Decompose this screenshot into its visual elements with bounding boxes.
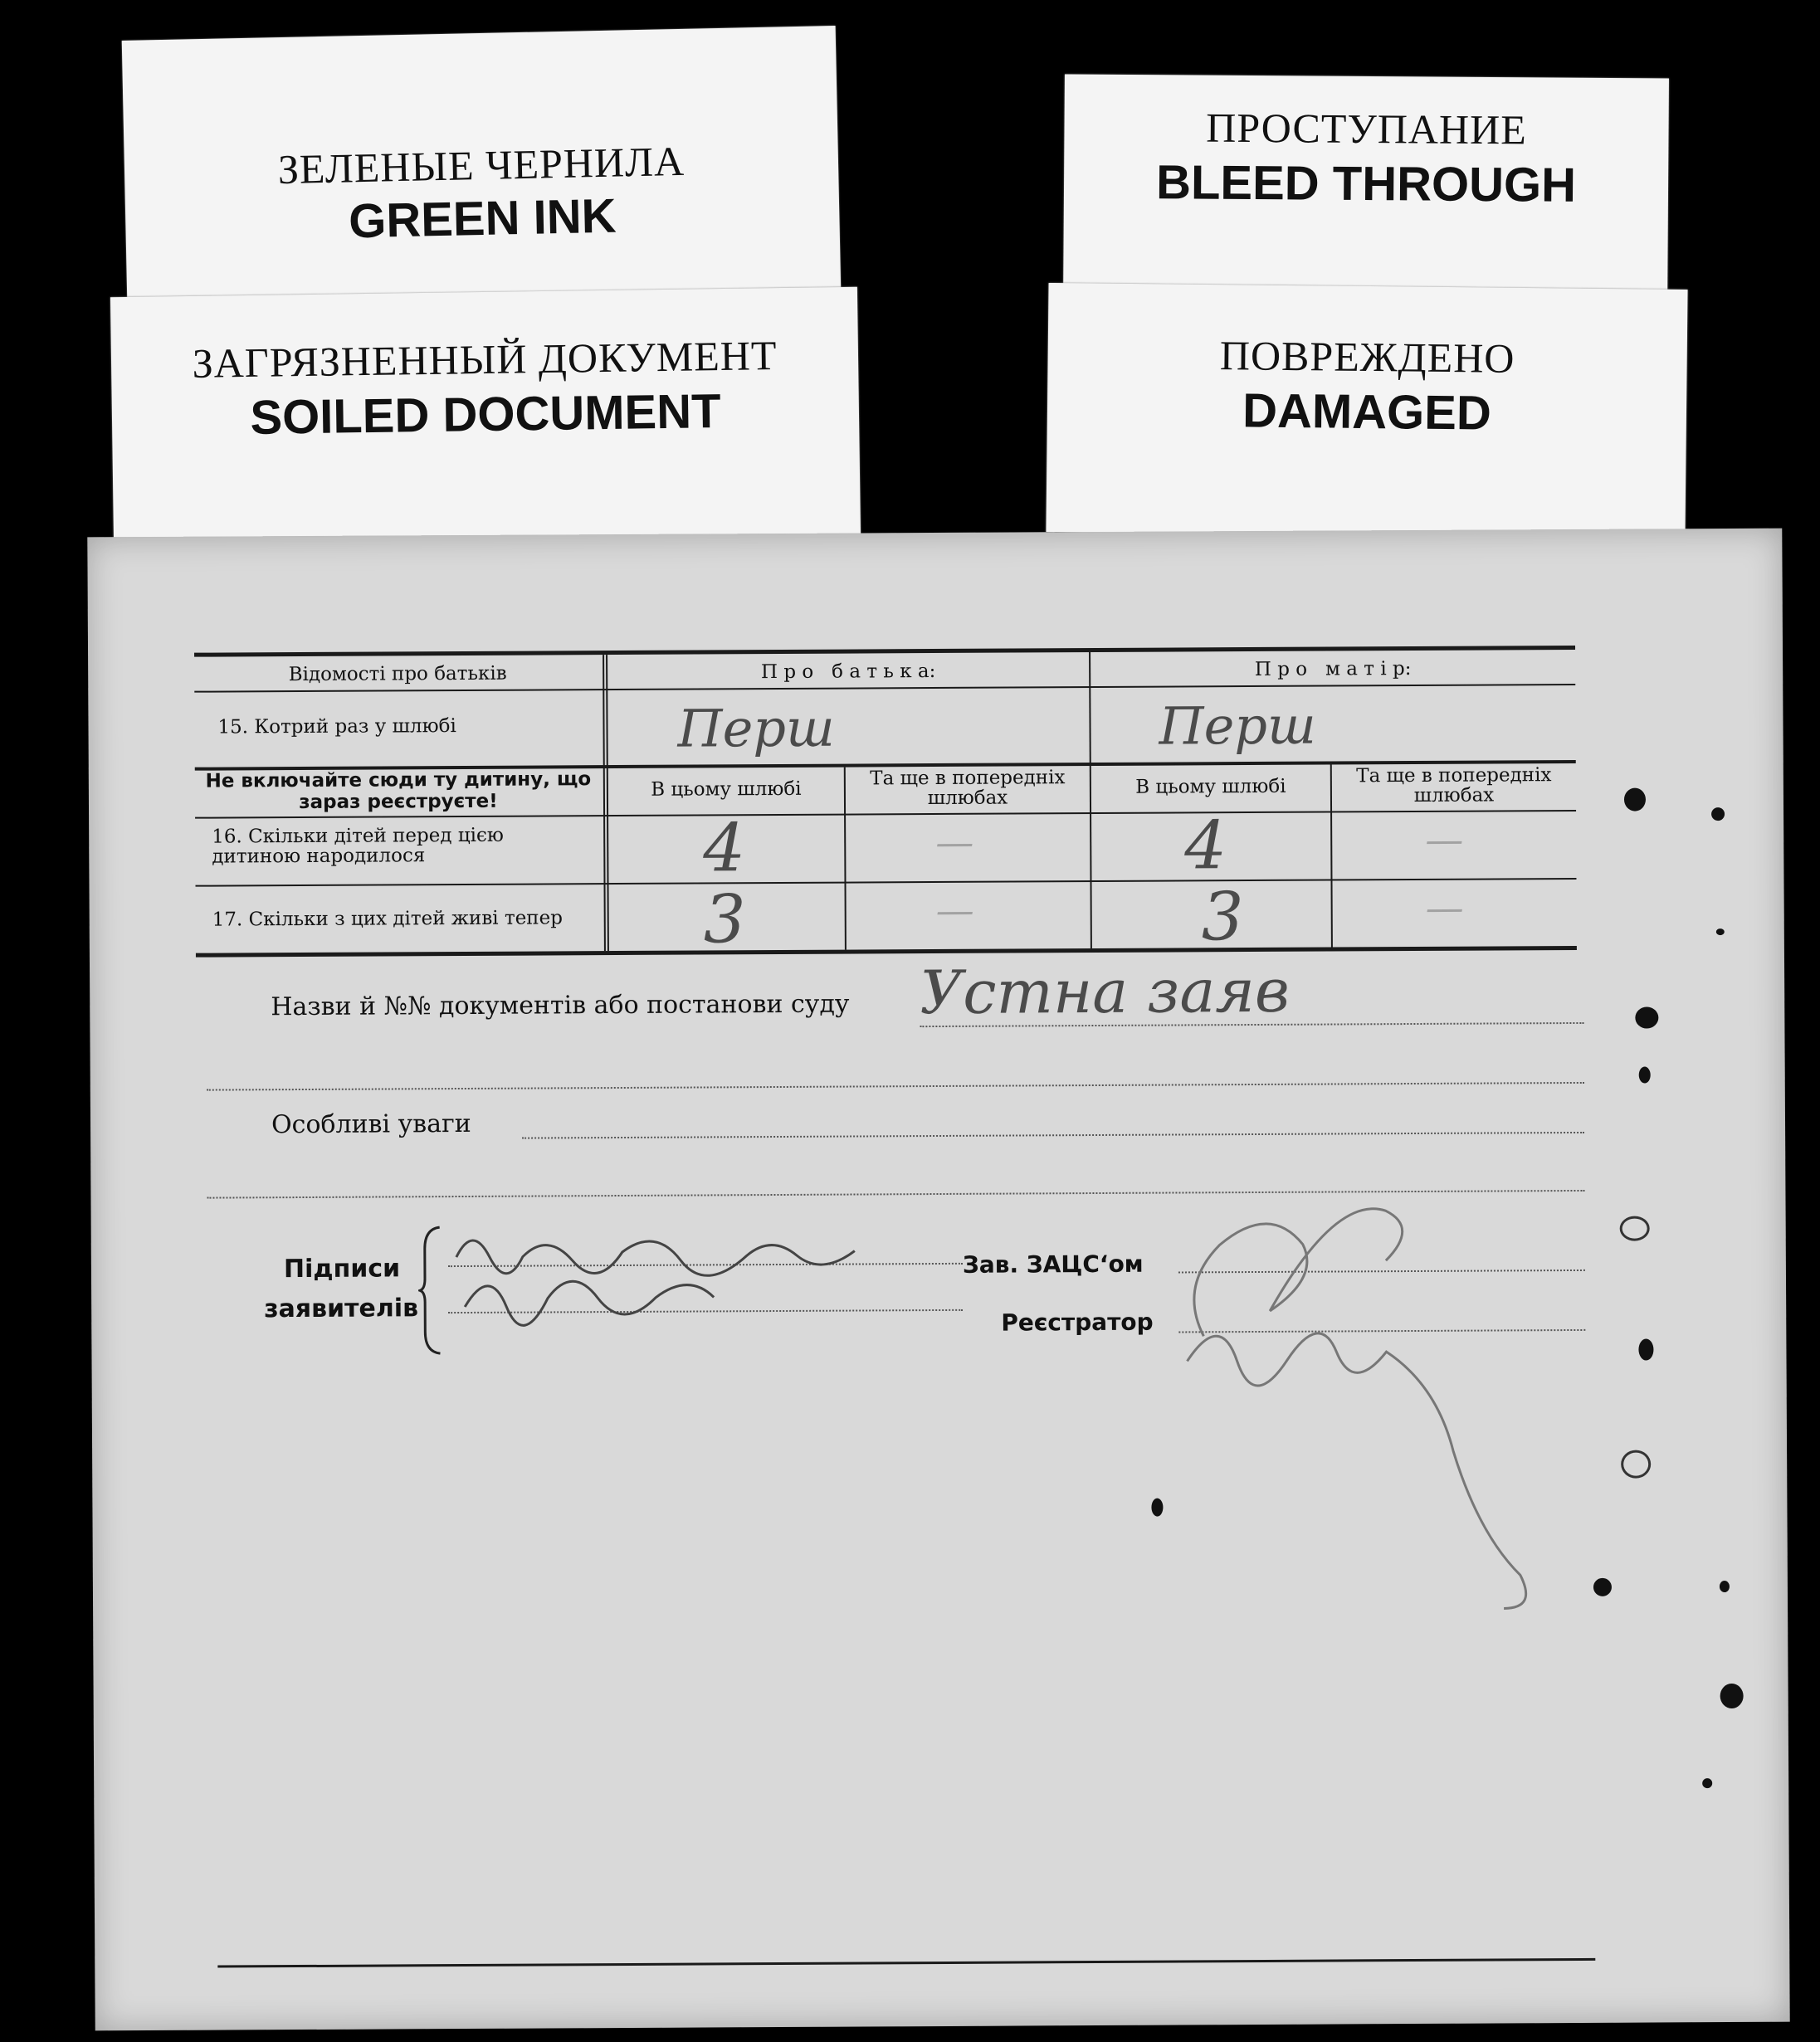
tag-bleed-through-ru: ПРОСТУПАНИЕ [1206,104,1527,154]
subheader-note: Не включайте сюди ту дитину, що зараз реєструєте! [205,768,592,814]
notes-label: Особливі уваги [271,1109,471,1140]
row17-mother-prev: — [1425,885,1464,930]
tag-green-ink-ru: ЗЕЛЕНЫЕ ЧЕРНИЛА [277,137,686,193]
tag-bleed-through [1063,74,1669,310]
documents-label: Назви й №№ документів або постанови суду [271,989,850,1022]
row16-label: 16. Скільки дітей перед цією дитиною народилося [212,824,504,868]
table-bottom-rule [196,946,1577,958]
documents-value: Устна заяв [919,955,1291,1028]
official-signature-scribble [1169,1193,1554,1626]
row17-father-this: 3 [703,880,746,958]
table-row16-rule [195,878,1576,887]
tag-soiled-document-en: SOILED DOCUMENT [249,384,721,445]
subheader-father-this-marriage: В цьому шлюбі [651,777,802,801]
signatures-brace [418,1224,444,1357]
table-col-divider-1 [603,655,606,951]
tag-damaged-en: DAMAGED [1242,383,1492,441]
binding-hole [1711,807,1725,821]
table-col-divider-1b [606,655,609,951]
tag-soiled-document [110,287,861,547]
row17-father-prev: — [935,887,974,933]
row16-mother-this: 4 [1184,807,1227,885]
registrar-label: Реєстратор [1001,1308,1154,1337]
page-bottom-rule [217,1958,1595,1968]
binding-hole [1716,928,1725,935]
binding-hole [1635,1006,1658,1028]
tag-damaged [1046,283,1687,539]
table-header-rule [194,684,1575,693]
head-label: Зав. ЗАЦС‘ом [962,1250,1144,1279]
header-about-father: П р о б а т ь к а: [760,660,936,684]
binding-hole [1624,788,1646,811]
tag-damaged-ru: ПОВРЕЖДЕНО [1219,332,1515,382]
document-page [87,529,1789,2031]
binding-hole [1151,1499,1163,1517]
subheader-father-prev-marriages: Та ще в попередніх шлюбах [870,767,1066,810]
tag-soiled-document-ru: ЗАГРЯЗНЕННЫЙ ДОКУМЕНТ [192,332,778,387]
tag-bleed-through-en: BLEED THROUGH [1155,155,1577,212]
binding-hole [1720,1684,1744,1708]
binding-hole [1593,1578,1612,1596]
binding-hole [1638,1338,1653,1360]
row15-father-value: Перш [677,697,835,759]
signatures-label-line2: заявителів [264,1294,419,1324]
notes-dotted-line [522,1132,1584,1139]
row16-father-this: 4 [703,809,746,887]
applicant-signatures-scribble [448,1213,947,1332]
binding-hole [1639,1067,1651,1084]
signatures-label-line1: Підписи [283,1254,401,1284]
binding-ring [1621,1450,1651,1479]
subheader-mother-prev-marriages: Та ще в попередніх шлюбах [1356,764,1552,807]
header-parents-info: Відомості про батьків [288,662,507,686]
binding-ring [1620,1216,1650,1241]
row16-mother-prev: — [1425,816,1464,862]
row17-mother-this: 3 [1201,878,1244,956]
tag-green-ink-en: GREEN INK [348,188,617,249]
binding-hole [1702,1778,1712,1788]
binding-hole [1720,1581,1730,1592]
row15-label: 15. Котрий раз у шлюбі [217,715,456,738]
row16-father-prev: — [935,819,974,865]
tag-green-ink [122,26,842,306]
row17-label: 17. Скільки з цих дітей живі тепер [212,907,564,931]
row15-mother-value: Перш [1159,694,1316,757]
header-about-mother: П р о м а т і р: [1254,658,1412,680]
subheader-mother-this-marriage: В цьому шлюбі [1135,775,1286,798]
documents-dotted-line-2 [207,1082,1584,1091]
table-top-rule [194,646,1575,657]
